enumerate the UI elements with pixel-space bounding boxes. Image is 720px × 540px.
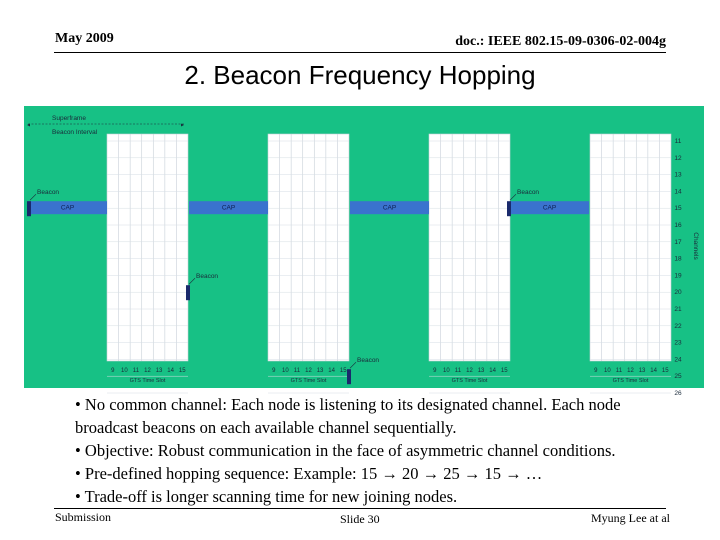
slot-number: 10 [443,368,450,374]
footer-author: Myung Lee at al [591,511,670,525]
channel-number: 13 [674,171,682,179]
superframe-label: Superframe [52,115,86,122]
channel-number: 16 [674,222,682,229]
slot-number: 10 [121,368,128,374]
channel-number: 24 [674,356,682,364]
bullet-2: • Objective: Robust communication in the face of asymmetric channel conditions. [75,441,616,460]
channel-number: 26 [674,390,682,397]
gts-time-slot-label: GTS Time Slot [290,378,327,384]
beacon-label: Beacon [196,273,219,281]
channels-axis-title: Channels [692,232,699,260]
beacon-label: Beacon [357,357,380,365]
cap-label: CAP [60,204,75,212]
slot-number: 14 [328,368,335,374]
slot-number: 11 [293,368,301,374]
header-doc-id: doc.: IEEE 802.15-09-0306-02-004g [455,34,666,49]
beacon-mark [347,369,351,384]
slot-number: 15 [339,368,347,374]
slot-number: 10 [282,368,289,374]
slot-number: 9 [272,368,276,374]
beacon-hopping-diagram [24,106,704,397]
beacon-mark [27,201,31,216]
bullet-4: • Trade-off is longer scanning time for new joining nodes. [75,487,458,506]
slot-number: 15 [500,368,508,374]
gts-grid [429,134,510,393]
channel-number: 25 [674,373,682,381]
cap-label: CAP [221,204,236,212]
slot-number: 11 [132,368,140,374]
slot-number: 12 [466,368,473,374]
slot-number: 15 [178,368,186,374]
bullet-list [75,393,685,508]
header-date: May 2009 [55,31,114,46]
footer-slide-number: Slide 30 [340,512,380,526]
gts-time-slot-label: GTS Time Slot [451,378,488,384]
channel-number: 15 [674,205,682,213]
cap-label: CAP [382,204,397,212]
channel-number: 21 [674,306,682,313]
gts-grid [590,134,671,393]
slot-number: 12 [627,368,634,374]
slot-number: 12 [144,368,151,374]
gts-grid [107,134,188,393]
channel-number: 19 [674,272,682,280]
gts-time-slot-label: GTS Time Slot [129,378,166,384]
channel-number: 23 [674,339,682,347]
beacon-interval-label: Beacon Interval [52,129,98,136]
channel-number: 18 [674,255,682,263]
slot-number: 10 [604,368,611,374]
cap-label: CAP [542,204,557,212]
slot-number: 15 [661,368,669,374]
footer-submission: Submission [55,510,112,524]
slot-number: 9 [594,368,598,374]
gts-time-slot-label: GTS Time Slot [612,378,649,384]
slot-number: 12 [305,368,312,374]
slot-number: 13 [155,368,163,374]
slot-number: 14 [167,368,174,374]
channel-number: 11 [674,138,682,145]
slot-number: 13 [477,368,485,374]
channel-number: 12 [674,154,682,162]
slot-number: 11 [615,368,623,374]
beacon-label: Beacon [517,189,540,197]
superframe-arrow-right: ▸ [181,122,185,129]
channel-number: 22 [674,322,682,330]
slide-title: 2. Beacon Frequency Hopping [184,60,536,90]
superframe-arrow-left: ◂ [27,122,31,129]
channel-number: 14 [674,188,682,196]
channel-number: 20 [674,289,682,297]
channel-number: 17 [674,238,682,246]
footer-rule [54,508,666,509]
beacon-mark [507,201,511,216]
header-rule [54,52,666,53]
slot-number: 14 [489,368,496,374]
slot-number: 9 [433,368,437,374]
bullet-3: • Pre-defined hopping sequence: Example: 15 → 20 → 25 → 15 → … [75,464,543,483]
slot-number: 13 [638,368,646,374]
slot-number: 14 [650,368,657,374]
slot-number: 9 [111,368,115,374]
beacon-mark [186,285,190,300]
bullet-1: • No common channel: Each node is listening to its designated channel. Each node broadcast beacons on each available channel sequentially. [75,395,621,437]
beacon-label: Beacon [37,189,60,197]
slot-number: 11 [454,368,462,374]
gts-grid [268,134,349,393]
slot-number: 13 [316,368,324,374]
